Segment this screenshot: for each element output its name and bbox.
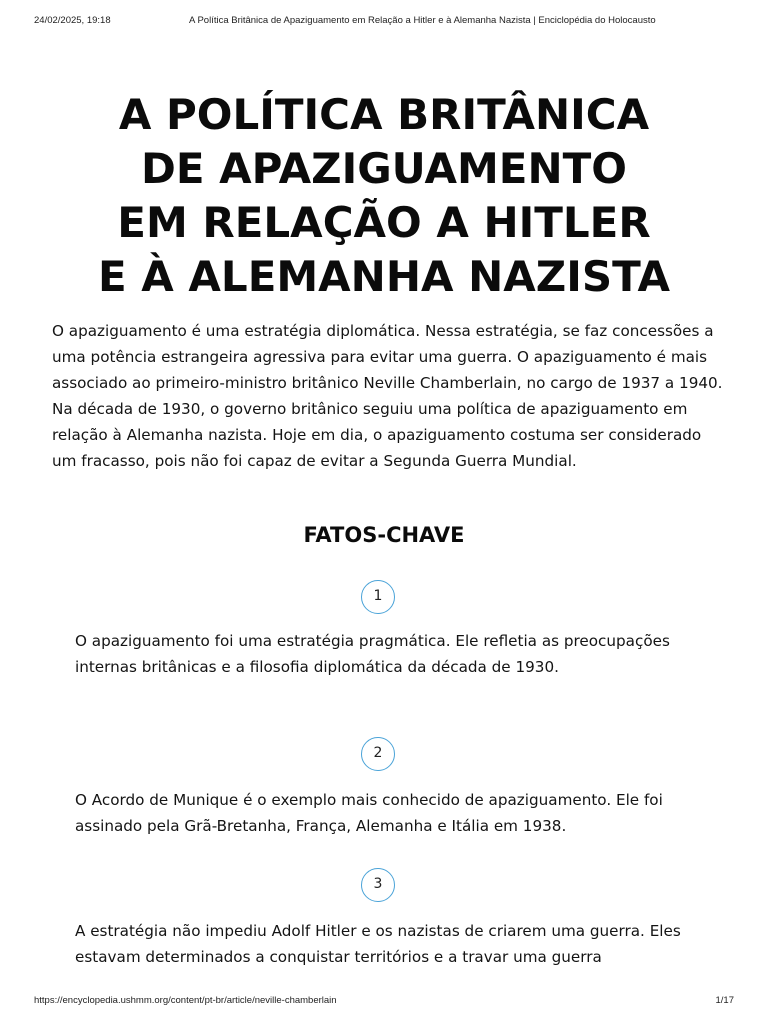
article-title-line-1: A POLÍTICA BRITÂNICA bbox=[118, 90, 650, 139]
fact-number-badge-3: 3 bbox=[361, 868, 395, 902]
fact-text-3: A estratégia não impediu Adolf Hitler e os nazistas de criarem uma guerra. Eles estavam determinados a conquistar territórios e a travar uma guerra bbox=[75, 922, 681, 966]
print-source-url: https://encyclopedia.ushmm.org/content/pt-br/article/neville-chamberlain bbox=[34, 995, 337, 1006]
fact-text-2: O Acordo de Munique é o exemplo mais conhecido de apaziguamento. Ele foi assinado pela Grã-Bretanha, França, Alemanha e Itália em 1938. bbox=[75, 791, 663, 835]
print-header bbox=[34, 15, 734, 29]
article-title-line-4: E À ALEMANHA NAZISTA bbox=[97, 252, 670, 301]
print-document-title: A Política Britânica de Apaziguamento em Relação a Hitler e à Alemanha Nazista | Enciclopédia do Holocausto bbox=[189, 15, 656, 26]
fact-number-badge-2: 2 bbox=[361, 737, 395, 771]
key-facts-heading: FATOS-CHAVE bbox=[303, 523, 465, 547]
article-intro: O apaziguamento é uma estratégia diplomática. Nessa estratégia, se faz concessões a uma potência estrangeira agressiva para evitar uma guerra. O apaziguamento é mais associado ao primeiro-ministro britânico Neville Chamberlain, no cargo de 1937 a 1940. Na década de 1930, o governo britânico seguiu uma política de apaziguamento em relação à Alemanha nazista. Hoje em dia, o apaziguamento costuma ser considerado um fracasso, pois não foi capaz de evitar a Segunda Guerra Mundial. bbox=[52, 322, 723, 470]
fact-text-1: O apaziguamento foi uma estratégia pragmática. Ele refletia as preocupações internas britânicas e a filosofia diplomática da década de 1930. bbox=[75, 632, 670, 676]
article-title-line-3: EM RELAÇÃO A HITLER bbox=[117, 198, 651, 247]
fact-number-badge-1: 1 bbox=[361, 580, 395, 614]
print-page-number: 1/17 bbox=[715, 995, 734, 1006]
article-title-line-2: DE APAZIGUAMENTO bbox=[141, 144, 627, 193]
print-footer bbox=[34, 995, 734, 1009]
article-title bbox=[40, 88, 728, 304]
print-date: 24/02/2025, 19:18 bbox=[34, 15, 111, 26]
